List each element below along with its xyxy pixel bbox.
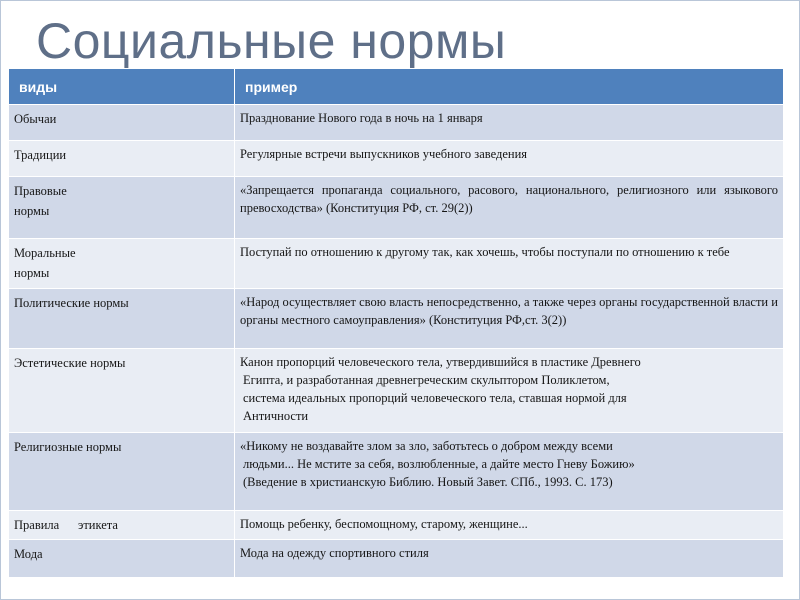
example-line: Регулярные встречи выпускников учебного заведения bbox=[240, 147, 528, 161]
row-kind bbox=[9, 239, 235, 289]
row-example bbox=[235, 289, 784, 349]
example-line: Празднование Нового года в ночь на 1 января bbox=[240, 111, 483, 125]
row-example bbox=[235, 540, 784, 578]
row-kind bbox=[9, 349, 235, 433]
kind-line: Правила этикета bbox=[14, 518, 118, 532]
table-row bbox=[9, 349, 784, 433]
row-kind bbox=[9, 433, 235, 511]
example-line: система идеальных пропорций человеческого тела, ставшая нормой для bbox=[243, 391, 627, 405]
kind-line: Религиозные нормы bbox=[14, 440, 122, 454]
kind-line: Эстетические нормы bbox=[14, 356, 126, 370]
table-body bbox=[9, 105, 784, 578]
kind-line: Политические нормы bbox=[14, 296, 129, 310]
row-example bbox=[235, 239, 784, 289]
table-row bbox=[9, 433, 784, 511]
kind-line: Обычаи bbox=[14, 112, 57, 126]
norms-table-container bbox=[8, 68, 784, 587]
table-row bbox=[9, 289, 784, 349]
kind-line: Традиции bbox=[14, 148, 67, 162]
example-line: Поступай по отношению к другому так, как хочешь, чтобы поступали по отношению к тебе bbox=[240, 245, 730, 259]
example-line: Канон пропорций человеческого тела, утвердившийся в пластике Древнего bbox=[240, 355, 641, 369]
table-row bbox=[9, 511, 784, 540]
example-line: Помощь ребенку, беспомощному, старому, женщине... bbox=[240, 517, 528, 531]
kind-line: Моральные bbox=[14, 246, 76, 260]
slide-title: Социальные нормы bbox=[36, 13, 507, 69]
row-example bbox=[235, 349, 784, 433]
row-kind bbox=[9, 141, 235, 177]
example-line: Мода на одежду спортивного стиля bbox=[240, 546, 429, 560]
example-line: Египта, и разработанная древнегреческим скульптором Поликлетом, bbox=[243, 373, 610, 387]
kind-line: Правовые bbox=[14, 184, 67, 198]
kind-line: нормы bbox=[14, 266, 50, 280]
example-line: (Введение в христианскую Библию. Новый Завет. СПб., 1993. С. 173) bbox=[243, 475, 613, 489]
table-row bbox=[9, 177, 784, 239]
norms-table bbox=[8, 68, 784, 578]
row-example bbox=[235, 105, 784, 141]
example-line: людьми... Не мстите за себя, возлюбленные, а дайте место Гневу Божию» bbox=[243, 457, 635, 471]
row-kind bbox=[9, 540, 235, 578]
row-example bbox=[235, 177, 784, 239]
example-line: Античности bbox=[243, 409, 309, 423]
row-example bbox=[235, 141, 784, 177]
table-row bbox=[9, 540, 784, 578]
row-example bbox=[235, 433, 784, 511]
header-kinds: виды bbox=[9, 69, 235, 105]
example-line: «Народ осуществляет свою власть непосредственно, а также через органы государственной власти и органы местного самоуправления» (Конституция РФ,ст. 3(2)) bbox=[240, 295, 778, 327]
kind-line: Мода bbox=[14, 547, 43, 561]
table-row bbox=[9, 141, 784, 177]
table-row bbox=[9, 239, 784, 289]
row-kind bbox=[9, 289, 235, 349]
example-line: «Никому не воздавайте злом за зло, заботьтесь о добром между всеми bbox=[240, 439, 613, 453]
example-line: «Запрещается пропаганда социального, расового, национального, религиозного или языкового превосходства» (Конституция РФ, ст. 29(2)) bbox=[240, 183, 778, 215]
header-example: пример bbox=[235, 69, 784, 105]
table-row bbox=[9, 105, 784, 141]
row-kind bbox=[9, 105, 235, 141]
row-example bbox=[235, 511, 784, 540]
table-header-row bbox=[9, 69, 784, 105]
row-kind bbox=[9, 177, 235, 239]
kind-line: нормы bbox=[14, 204, 50, 218]
row-kind bbox=[9, 511, 235, 540]
